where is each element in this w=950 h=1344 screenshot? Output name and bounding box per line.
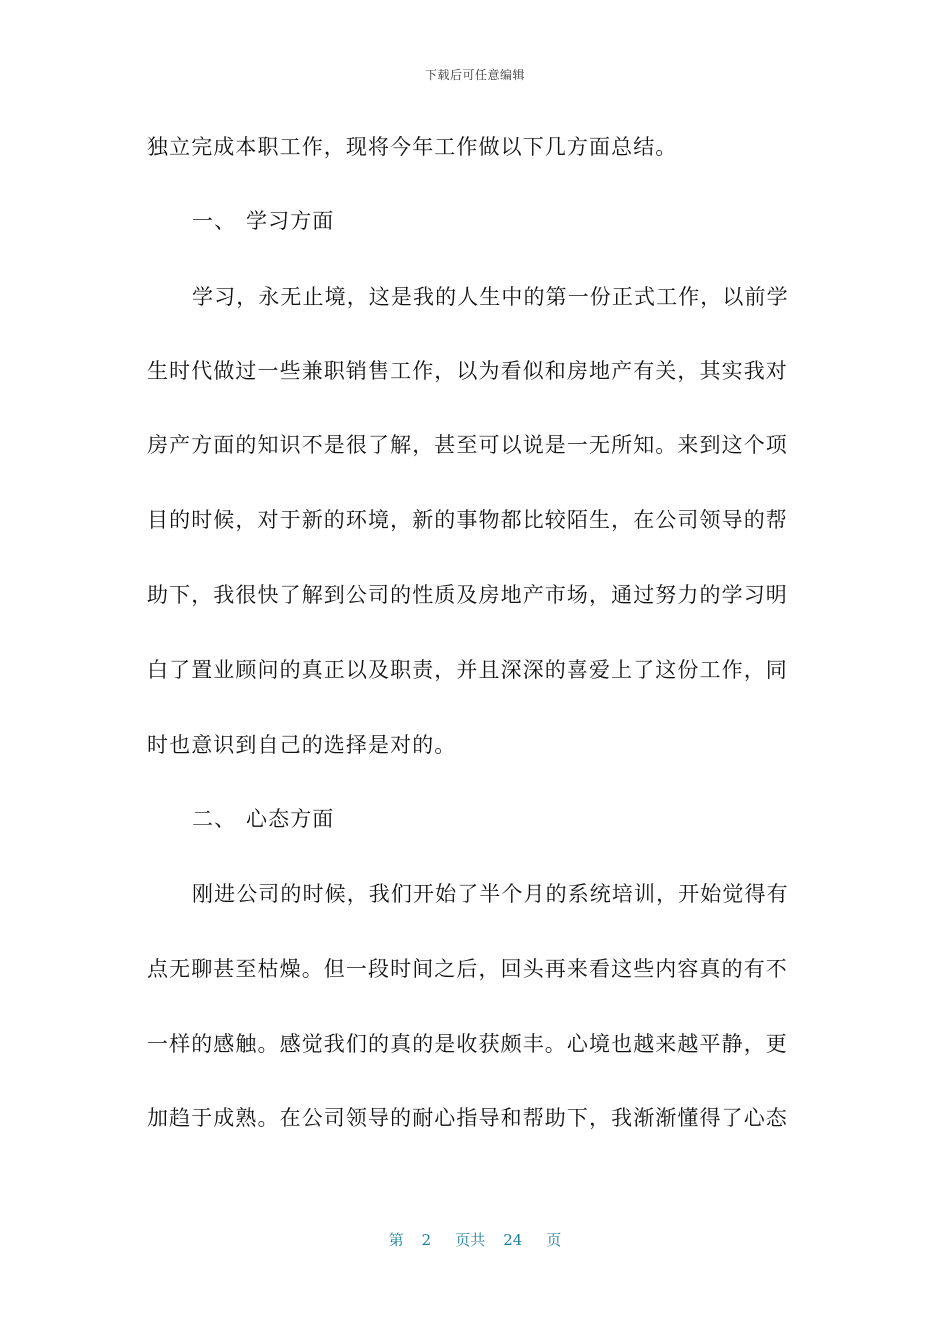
body-line-8: 时也意识到自己的选择是对的。 [147, 733, 457, 757]
body-line-3: 生时代做过一些兼职销售工作，以为看似和房地产有关，其实我对 [147, 359, 788, 383]
section-number: 二、 [192, 807, 237, 831]
page-header-watermark: 下载后可任意编辑 [424, 68, 525, 82]
footer-prefix: 第 [388, 1231, 404, 1249]
body-line-6: 助下，我很快了解到公司的性质及房地产市场，通过努力的学习明 [147, 583, 788, 607]
body-line-9: 刚进公司的时候，我们开始了半个月的系统培训，开始觉得有 [192, 882, 789, 906]
body-line-4: 房产方面的知识不是很了解，甚至可以说是一无所知。来到这个项 [147, 433, 788, 457]
body-line-1: 独立完成本职工作，现将今年工作做以下几方面总结。 [147, 135, 678, 159]
body-line-5: 目的时候，对于新的环境，新的事物都比较陌生，在公司领导的帮 [147, 508, 788, 532]
body-line-7: 白了置业顾问的真正以及职责，并且深深的喜爱上了这份工作，同 [147, 658, 788, 682]
section-title: 学习方面 [246, 209, 335, 233]
section-heading-1 [192, 206, 334, 236]
section-number: 一、 [192, 209, 237, 233]
footer-page-number: 2 [421, 1231, 432, 1249]
section-title: 心态方面 [246, 807, 335, 831]
body-line-12: 加趋于成熟。在公司领导的耐心指导和帮助下，我渐渐懂得了心态 [147, 1106, 788, 1130]
page-footer [0, 1229, 950, 1250]
footer-page-total: 24 [503, 1231, 523, 1249]
body-line-2: 学习，永无止境，这是我的人生中的第一份正式工作，以前学 [192, 285, 789, 309]
body-line-11: 一样的感触。感觉我们的真的是收获颇丰。心境也越来越平静，更 [147, 1032, 788, 1056]
section-heading-2 [192, 804, 334, 834]
footer-mid: 页共 [455, 1231, 486, 1249]
footer-suffix: 页 [546, 1231, 562, 1249]
body-line-10: 点无聊甚至枯燥。但一段时间之后，回头再来看这些内容真的有不 [147, 957, 788, 981]
